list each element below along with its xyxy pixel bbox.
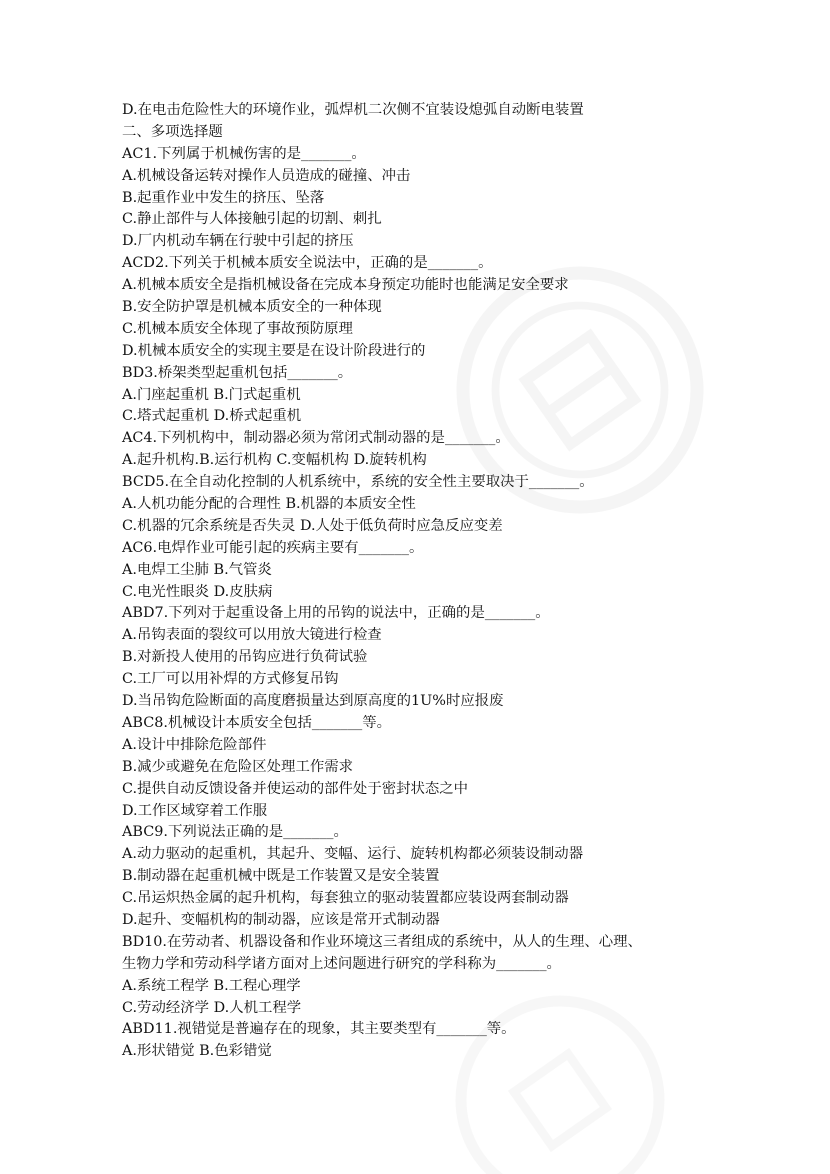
option-text: A.机械本质安全是指机械设备在完成本身预定功能时也能满足安全要求: [122, 277, 569, 294]
question-text: ACD2.下列关于机械本质安全说法中，正确的是_______。: [122, 255, 493, 272]
option-text: D.厂内机动车辆在行驶中引起的挤压: [122, 233, 354, 250]
option-text: C.劳动经济学 D.人机工程学: [122, 999, 302, 1016]
option-text: C.机械本质安全体现了事故预防原理: [122, 320, 353, 337]
text-line: D.在电击危险性大的环境作业，弧焊机二次侧不宜装设熄弧自动断电装置: [122, 102, 584, 118]
question-text: ABD7.下列对于起重设备上用的吊钩的说法中，正确的是_______。: [122, 605, 550, 622]
question-text: ABC9.下列说法正确的是_______。: [122, 824, 348, 841]
option-text: B.对新投人使用的吊钩应进行负荷试验: [122, 649, 368, 666]
option-text: A.起升机构.B.运行机构 C.变幅机构 D.旋转机构: [122, 452, 427, 469]
option-text: D.工作区域穿着工作服: [122, 802, 268, 819]
question-text-continued: 生物力学和劳动科学诸方面对上述问题进行研究的学科称为_______。: [122, 955, 561, 972]
option-text: C.机器的冗余系统是否失灵 D.人处于低负荷时应急反应变差: [122, 517, 503, 534]
section-heading: 二、多项选择题: [122, 123, 223, 140]
question-text: BCD5.在全自动化控制的人机系统中，系统的安全性主要取决于_______。: [122, 474, 594, 491]
option-text: A.吊钩表面的裂纹可以用放大镜进行检查: [122, 627, 382, 644]
option-text: A.形状错觉 B.色彩错觉: [122, 1043, 272, 1060]
question-text: ABC8.机械设计本质安全包括_______等。: [122, 714, 392, 731]
option-text: D.当吊钩危险断面的高度磨损量达到原高度的1U%时应报废: [122, 693, 504, 710]
question-text: AC1.下列属于机械伤害的是_______。: [122, 145, 366, 162]
question-text: BD10.在劳动者、机器设备和作业环境这三者组成的系统中，从人的生理、心理、: [122, 933, 642, 950]
option-text: A.门座起重机 B.门式起重机: [122, 386, 301, 403]
option-text: C.提供自动反馈设备并使运动的部件处于密封状态之中: [122, 780, 469, 797]
option-text: A.设计中排除危险部件: [122, 736, 267, 753]
option-text: C.电光性眼炎 D.皮肤病: [122, 583, 273, 600]
question-text: BD3.桥架类型起重机包括_______。: [122, 364, 353, 381]
question-text: AC4.下列机构中，制动器必须为常闭式制动器的是_______。: [122, 430, 510, 447]
option-text: C.吊运炽热金属的起升机构，每套独立的驱动装置都应装设两套制动器: [122, 890, 569, 907]
option-text: A.人机功能分配的合理性 B.机器的本质安全性: [122, 496, 416, 513]
option-text: B.起重作业中发生的挤压、坠落: [122, 189, 325, 206]
option-text: C.静止部件与人体接触引起的切割、刺扎: [122, 211, 382, 228]
option-text: D.机械本质安全的实现主要是在设计阶段进行的: [122, 342, 426, 359]
option-text: C.塔式起重机 D.桥式起重机: [122, 408, 302, 425]
option-text: A.系统工程学 B.工程心理学: [122, 977, 301, 994]
option-text: B.安全防护罩是机械本质安全的一种体现: [122, 299, 382, 316]
option-text: B.减少或避免在危险区处理工作需求: [122, 758, 354, 775]
option-text: D.起升、变幅机构的制动器，应该是常开式制动器: [122, 911, 440, 928]
document-body: [122, 100, 722, 1063]
question-text: AC6.电焊作业可能引起的疾病主要有_______。: [122, 539, 424, 556]
option-text: B.制动器在起重机械中既是工作装置又是安全装置: [122, 868, 440, 885]
option-text: A.电焊工尘肺 B.气管炎: [122, 561, 272, 578]
option-text: A.动力驱动的起重机，其起升、变幅、运行、旋转机构都必须装设制动器: [122, 846, 584, 863]
option-text: A.机械设备运转对操作人员造成的碰撞、冲击: [122, 167, 411, 184]
question-text: ABD11.视错觉是普遍存在的现象，其主要类型有_______等。: [122, 1021, 516, 1038]
option-text: C.工厂可以用补焊的方式修复吊钩: [122, 671, 339, 688]
